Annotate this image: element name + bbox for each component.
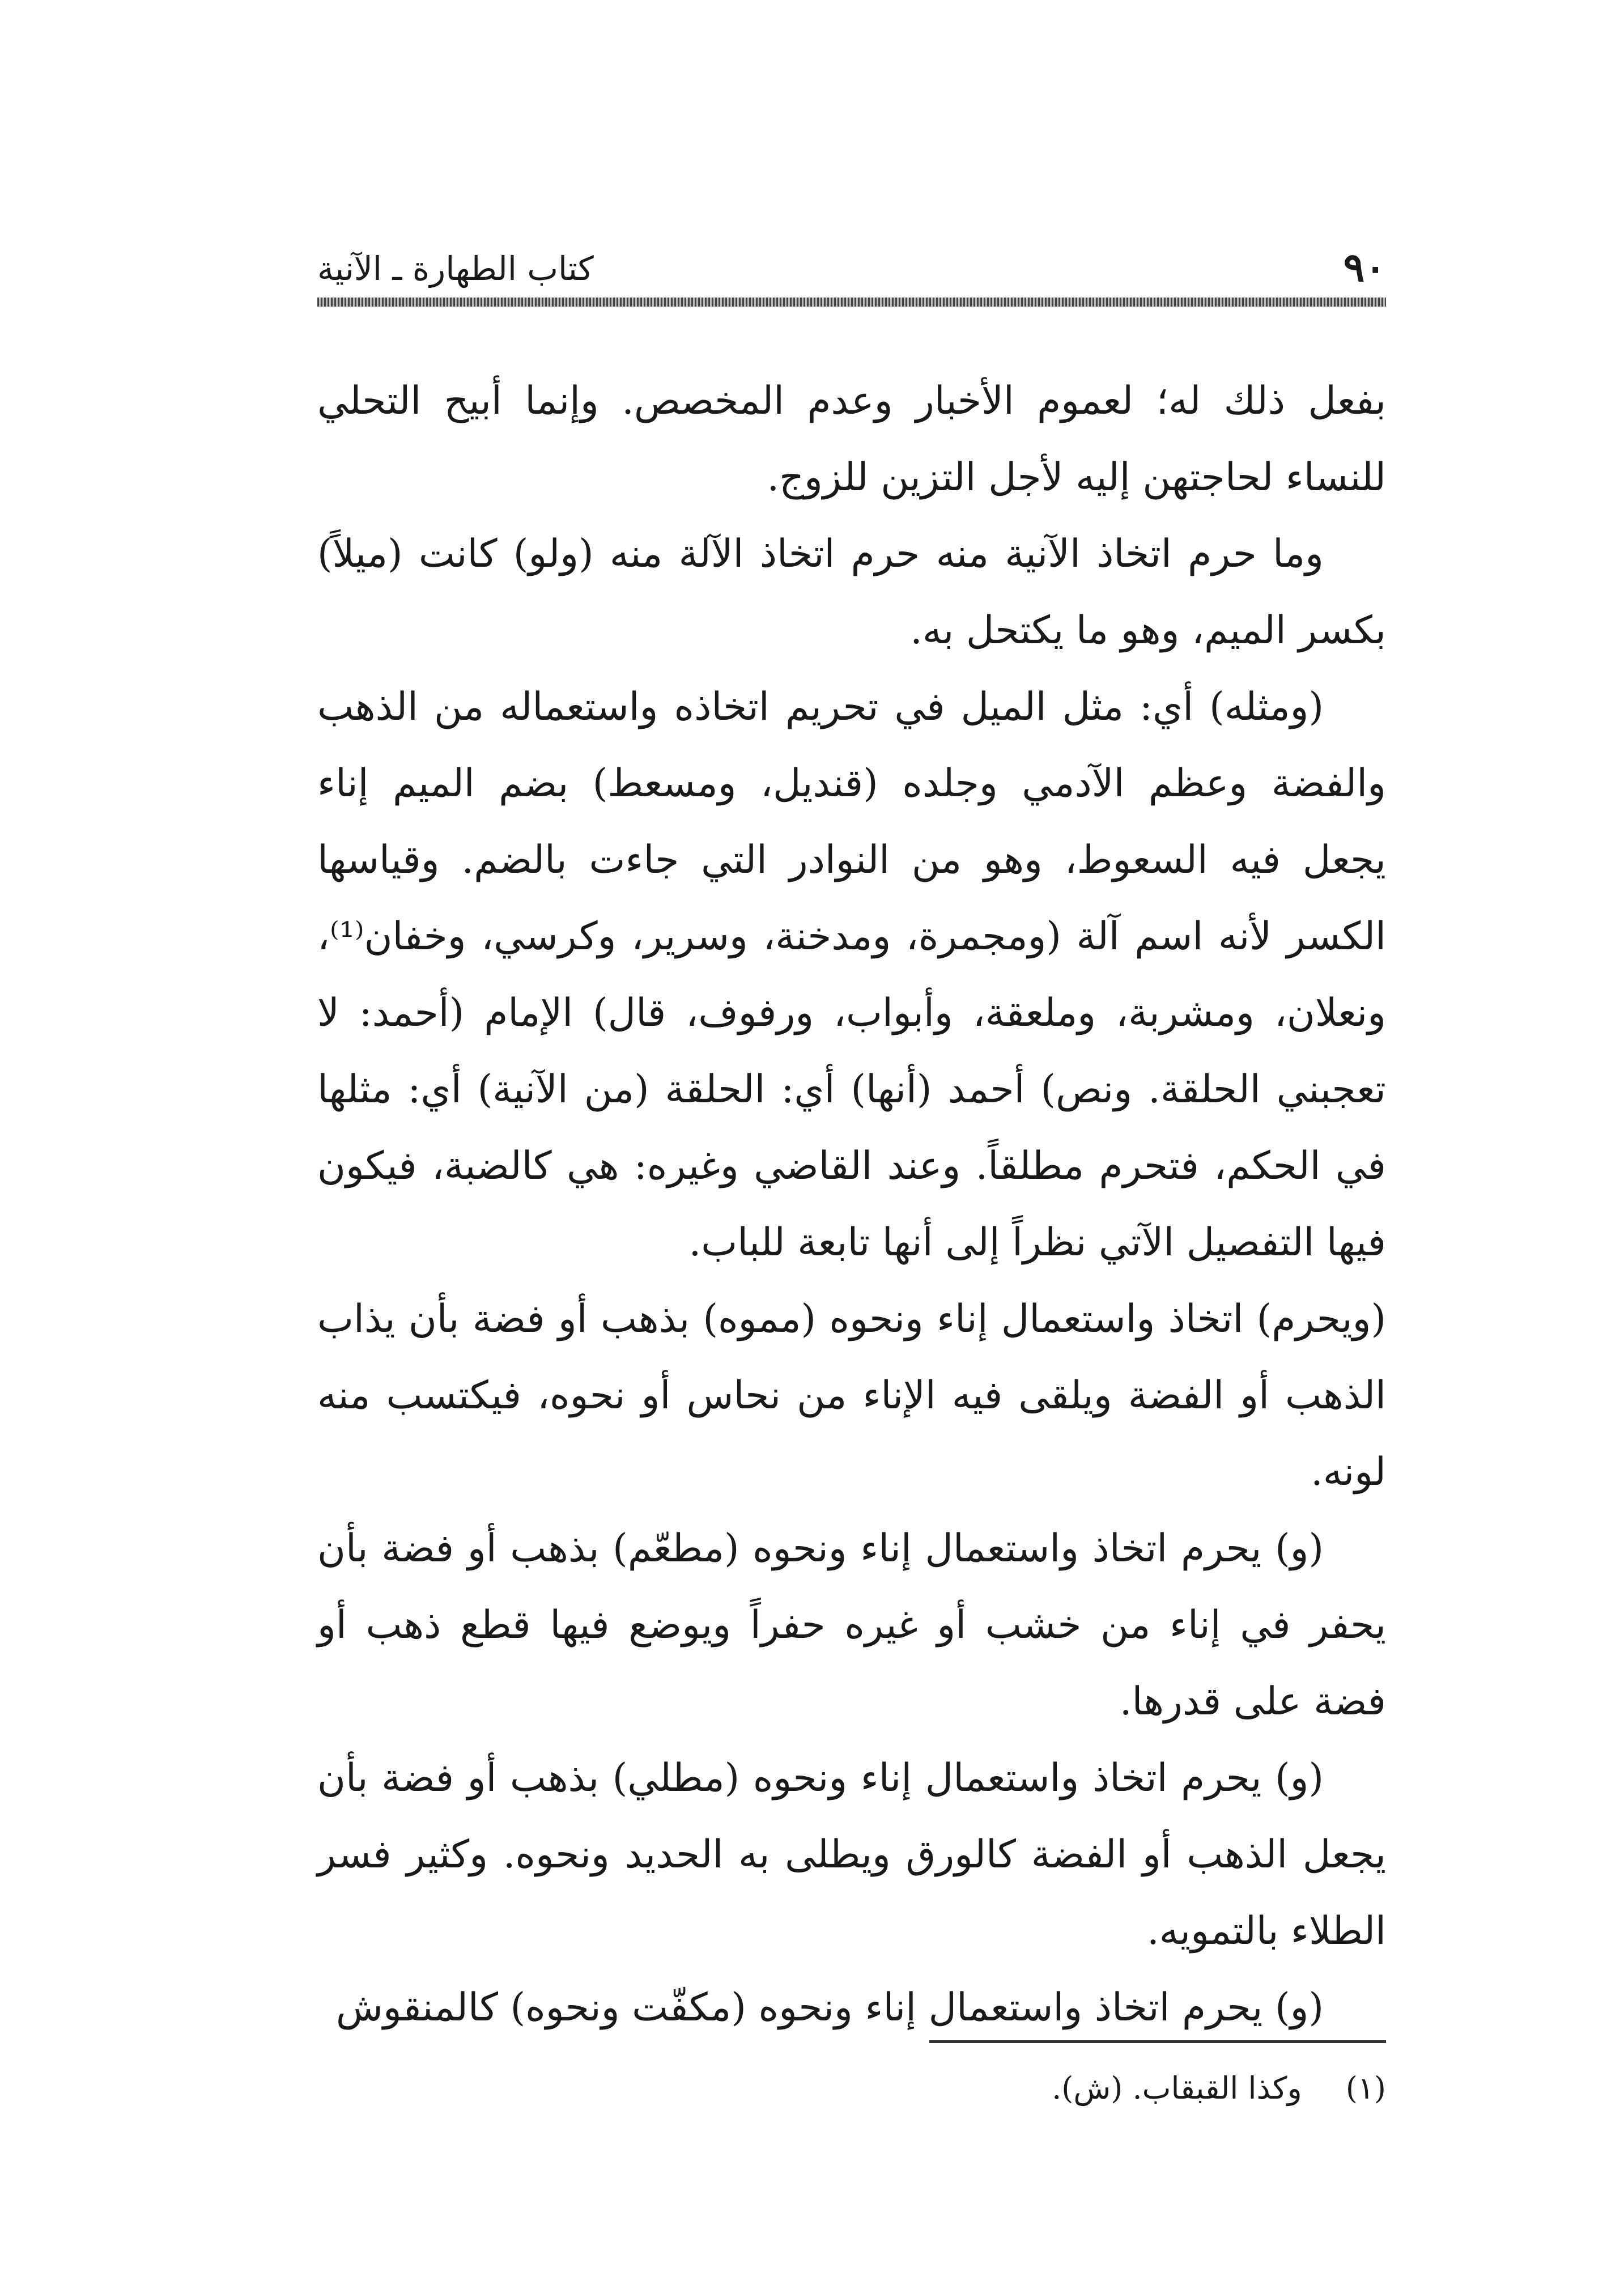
- footnote-rule: [929, 2040, 1386, 2043]
- page-number: ٩٠: [1343, 244, 1386, 291]
- paragraph: (و) يحرم اتخاذ واستعمال إناء ونحوه (مطعّم) بذهب أو فضة بأن يحفر في إناء من خشب أو غيره حفراً ويوضع فيها قطع ذهب أو فضة على قدرها.: [317, 1526, 1386, 1724]
- paragraph: (و) يحرم اتخاذ واستعمال إناء ونحوه (مطلي) بذهب أو فضة بأن يجعل الذهب أو الفضة كالورق ويطلى به الحديد ونحوه. وكثير فسر الطلاء بالتمويه.: [317, 1756, 1386, 1954]
- page-header: [317, 238, 1386, 306]
- footnote: [317, 2063, 1386, 2114]
- paragraph: (ومثله) أي: مثل الميل في تحريم اتخاذه واستعماله من الذهب والفضة وعظم الآدمي وجلده (قنديل، ومسعط) بضم الميم إناء يجعل فيه السعوط، وهو من النوادر التي جاءت بالضم. وقياسها الكسر لأنه اسم آلة (ومجمرة، ومدخنة، وسرير، وكرسي، وخفان⁽¹⁾، ونعلان، ومشربة، وملعقة، وأبواب، ورفوف، قال) الإمام (أحمد: لا تعجبني الحلقة. ونص) أحمد (أنها) أي: الحلقة (من الآنية) أي: مثلها في الحكم، فتحرم مطلقاً. وعند القاضي وغيره: هي كالضبة، فيكون فيها التفصيل الآتي نظراً إلى أنها تابعة للباب.: [317, 685, 1386, 1265]
- paragraph: وما حرم اتخاذ الآنية منه حرم اتخاذ الآلة منه (ولو) كانت (ميلاً) بكسر الميم، وهو ما يكتحل به.: [317, 532, 1386, 653]
- footnote-number: (١): [1345, 2070, 1386, 2106]
- paragraph: بفعل ذلك له؛ لعموم الأخبار وعدم المخصص. وإنما أبيح التحلي للنساء لحاجتهن إليه لأجل التزين للزوج.: [317, 379, 1386, 500]
- header-rule: [317, 298, 1386, 307]
- paragraph: (و) يحرم اتخاذ واستعمال إناء ونحوه (مكفّت ونحوه) كالمنقوش: [335, 1985, 1324, 2030]
- footnote-text: وكذا القبقاب. (ش).: [1052, 2070, 1302, 2106]
- running-title: كتاب الطهارة ـ الآنية: [317, 249, 594, 288]
- main-text: [317, 363, 1386, 2046]
- paragraph: (ويحرم) اتخاذ واستعمال إناء ونحوه (مموه) بذهب أو فضة بأن يذاب الذهب أو الفضة ويلقى فيه الإناء من نحاس أو نحوه، فيكتسب منه لونه.: [317, 1297, 1386, 1494]
